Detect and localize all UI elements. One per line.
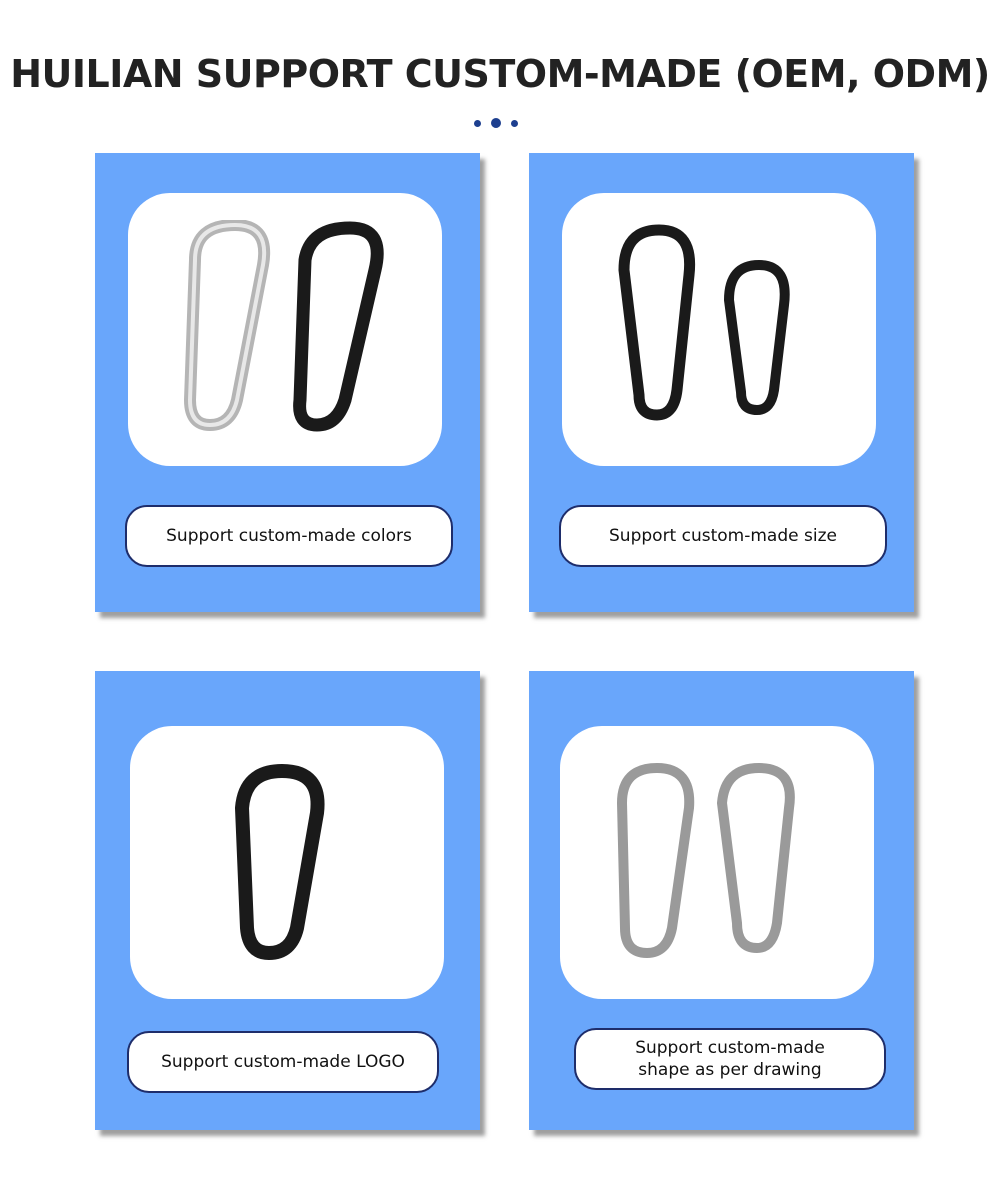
card-custom-shape — [529, 671, 914, 1130]
carabiner-shape-icon — [597, 763, 837, 963]
feature-label: Support custom-made LOGO — [127, 1031, 439, 1093]
card-custom-colors — [95, 153, 480, 612]
card-custom-size — [529, 153, 914, 612]
product-image — [562, 193, 876, 466]
carabiner-silver-black-icon — [165, 220, 405, 440]
product-image — [130, 726, 444, 999]
product-image — [128, 193, 442, 466]
feature-label-line2: shape as per drawing — [638, 1060, 822, 1080]
page-title: HUILIAN SUPPORT CUSTOM-MADE (OEM, ODM) — [10, 52, 990, 96]
card-custom-logo — [95, 671, 480, 1130]
carabiner-logo-icon — [227, 763, 347, 963]
dot — [491, 118, 501, 128]
feature-label — [574, 1028, 886, 1090]
decorative-dots — [474, 118, 518, 128]
feature-label: Support custom-made colors — [125, 505, 453, 567]
dot — [474, 120, 481, 127]
feature-label: Support custom-made size — [559, 505, 887, 567]
logo-text: LOGO — [279, 795, 311, 848]
dot — [511, 120, 518, 127]
feature-label-line1: Support custom-made — [635, 1038, 825, 1058]
carabiner-sizes-icon — [599, 220, 839, 440]
product-image — [560, 726, 874, 999]
